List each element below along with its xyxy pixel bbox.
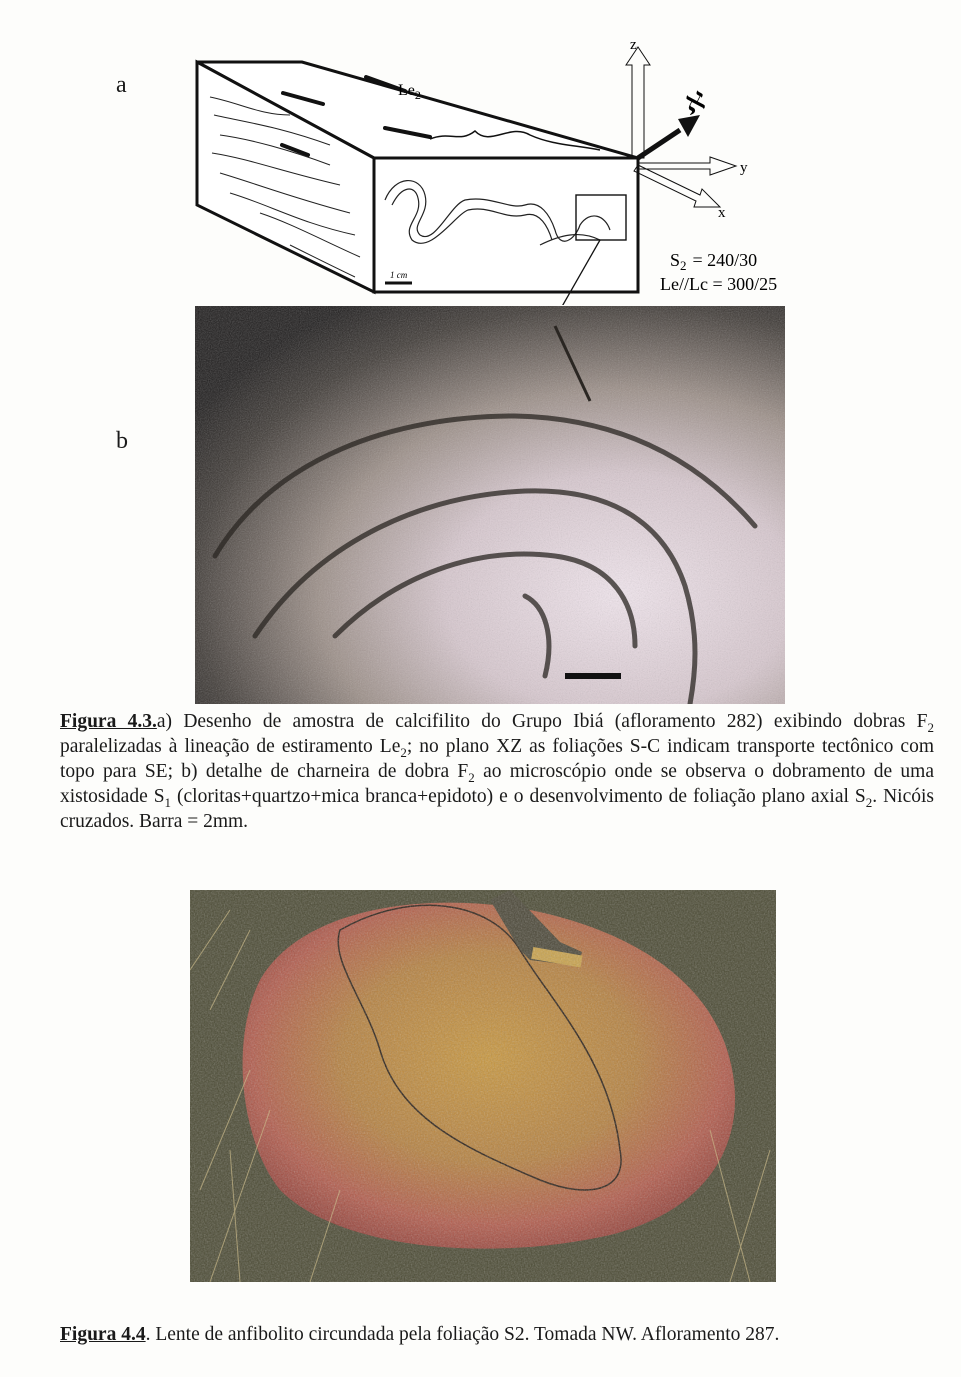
micrograph-photo <box>195 306 785 704</box>
figure-4-3-caption: Figura 4.3.a) Desenho de amostra de calcifilito do Grupo Ibiá (afloramento 282) exibindo dobras $F_2$ paralelizadas à lineação de estiramento $Le_2$; no plano XZ as foliações S-C indicam transporte tectônico com topo para SE; b) detalhe de charneira de dobra $F_2$ ao microscópio onde se observa o dobramento de uma xistosidade $S_1$ (cloritas+quartzo+mica branca+epidoto) e o desenvolvimento de foliação plano axial $S_2$. Nicóis cruzados. Barra = 2mm. <box>60 711 934 832</box>
axis-z-label: z <box>630 37 637 53</box>
axis-x-label: x <box>718 205 726 221</box>
lineation-label: $Le_2$ <box>398 82 421 102</box>
panel-label-a: a <box>116 72 127 98</box>
scale-bar <box>565 673 621 679</box>
figure-4-4-label: Figura 4.4 <box>60 1324 146 1345</box>
figure-4-3-label: Figura 4.3. <box>60 711 157 732</box>
field-photo <box>190 890 776 1282</box>
foliation-measurement: $S_2 = 240/30$ <box>670 250 758 273</box>
figure-4-4-caption: Figura 4.4. Lente de anfibolito circundada pela foliação S2. Tomada NW. Afloramento 287. <box>60 1324 780 1345</box>
axis-y-label: y <box>740 160 748 176</box>
lineation-measurement: Le//Lc = 300/25 <box>660 274 778 294</box>
north-arrow-icon: ℵ <box>678 86 709 122</box>
scale-bar-label: 1 cm <box>390 270 408 280</box>
panel-label-b: b <box>116 428 128 454</box>
block-diagram <box>180 35 820 305</box>
